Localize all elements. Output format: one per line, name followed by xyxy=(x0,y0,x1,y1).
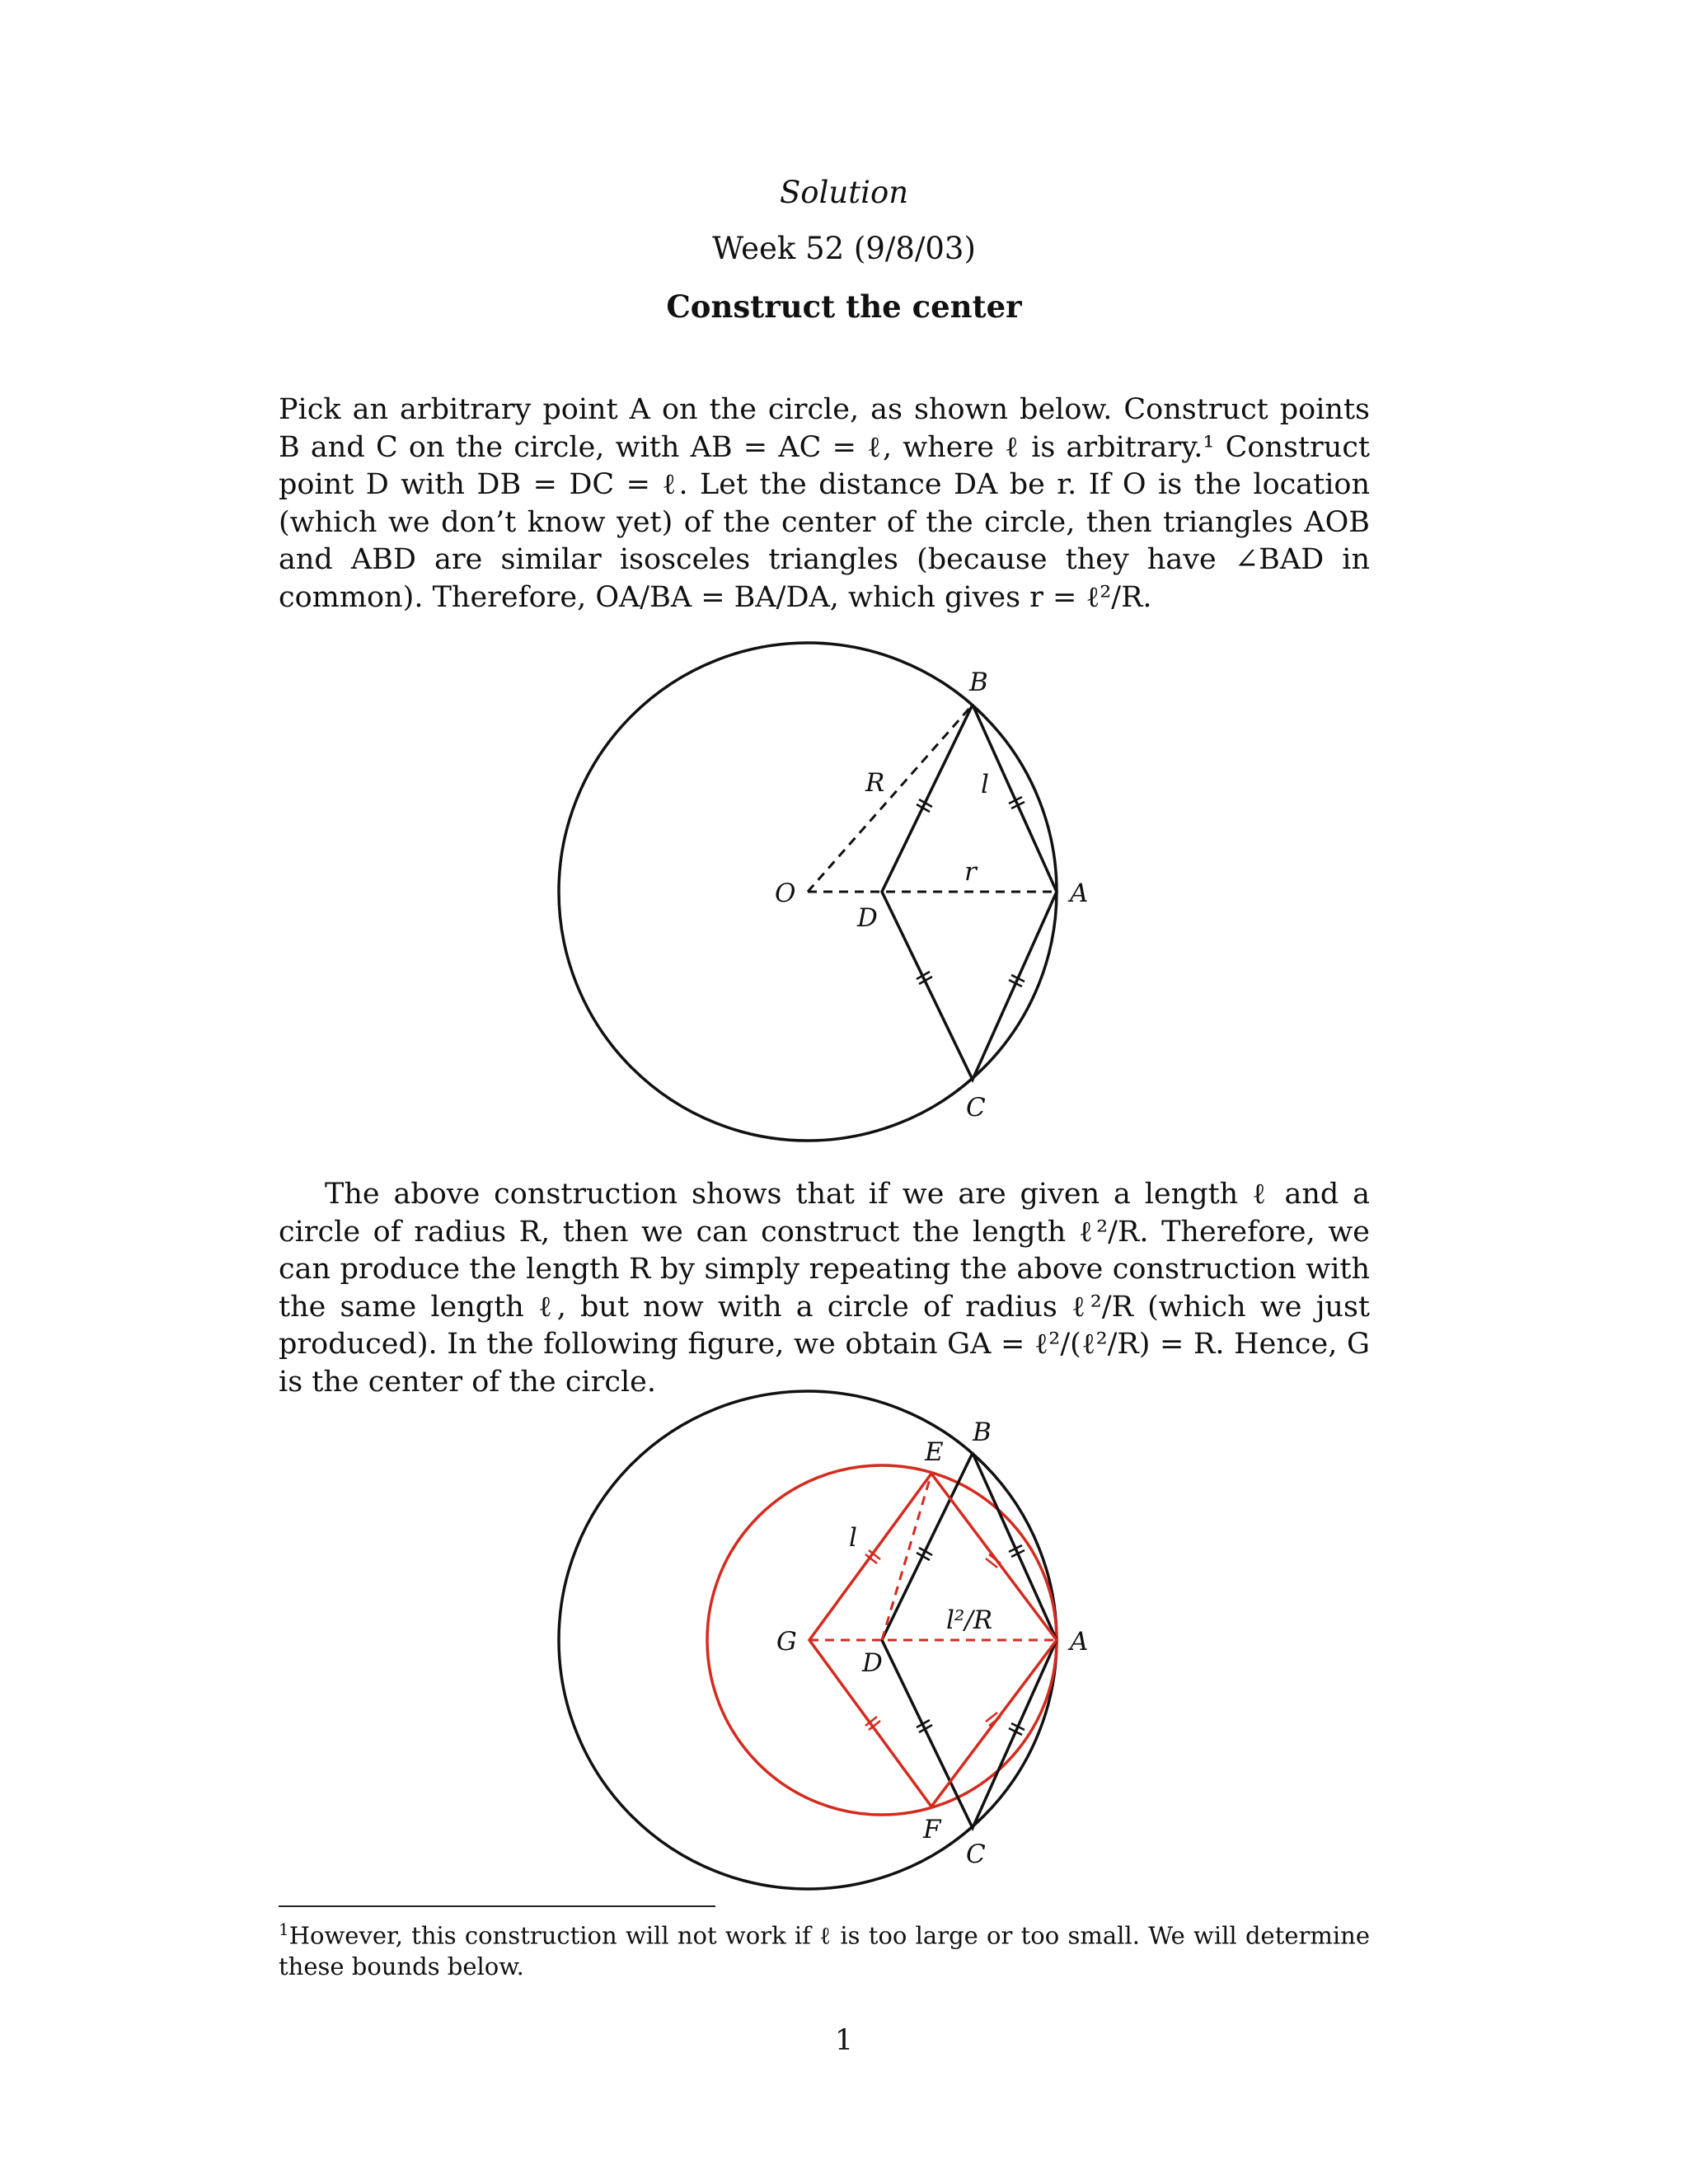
fig1-label-r: r xyxy=(964,857,977,887)
fig1-line-OB xyxy=(808,705,973,892)
fig1-label-D: D xyxy=(857,903,878,933)
page-title: Construct the center xyxy=(666,288,1022,325)
fig2-label-D: D xyxy=(862,1648,883,1678)
fig1-label-B: B xyxy=(969,668,988,697)
fig2-label-C: C xyxy=(966,1840,986,1869)
fig1-label-C: C xyxy=(966,1093,986,1122)
fig1-label-R: R xyxy=(865,768,885,798)
page-number: 1 xyxy=(834,2024,854,2057)
fig2-label-B: B xyxy=(973,1418,992,1447)
footnote xyxy=(279,1915,1370,1982)
fig2-label-F: F xyxy=(923,1815,941,1844)
footnote-text: However, this construction will not work if ℓ is too large or too small. We will determine these bounds below. xyxy=(279,1921,1370,1980)
fig2-label-E: E xyxy=(925,1437,944,1467)
fig2-label-G: G xyxy=(776,1627,797,1657)
fig2-label-l2R: l²/R xyxy=(946,1605,993,1635)
fig2-label-l: l xyxy=(849,1523,857,1553)
footnote-rule xyxy=(279,1905,715,1907)
fig2-label-A: A xyxy=(1070,1627,1089,1657)
solution-label: Solution xyxy=(779,175,909,210)
footnote-marker: 1 xyxy=(279,1919,289,1939)
week-label: Week 52 (9/8/03) xyxy=(712,231,976,266)
fig1-label-A: A xyxy=(1070,879,1089,908)
fig2-tick-marks-red xyxy=(865,1550,1001,1730)
paragraph-intro: Pick an arbitrary point A on the circle, as shown below. Construct points B and C on the circle, with AB = AC = ℓ, where ℓ is arbitrary.¹ Construct point D with DB = DC = ℓ. Let the distance DA be r. If O is the location (which we don’t know yet) of the center of the circle, then triangles AOB and ABD are similar isosceles triangles (because they have ∠BAD in common). Therefore, OA/BA = BA/DA, which gives r = ℓ²/R. xyxy=(279,393,1370,614)
fig1-label-l: l xyxy=(981,770,989,799)
fig1-label-O: O xyxy=(775,879,796,908)
paragraph-construction: The above construction shows that if we are given a length ℓ and a circle of radius R, then we can construct the length ℓ²/R. Therefore, we can produce the length R by simply repeating the above construction with the same length ℓ, but now with a circle of radius ℓ²/R (which we just produced). In the following figure, we obtain GA = ℓ²/(ℓ²/R) = R. Hence, G is the center of the circle. xyxy=(279,1178,1370,1399)
